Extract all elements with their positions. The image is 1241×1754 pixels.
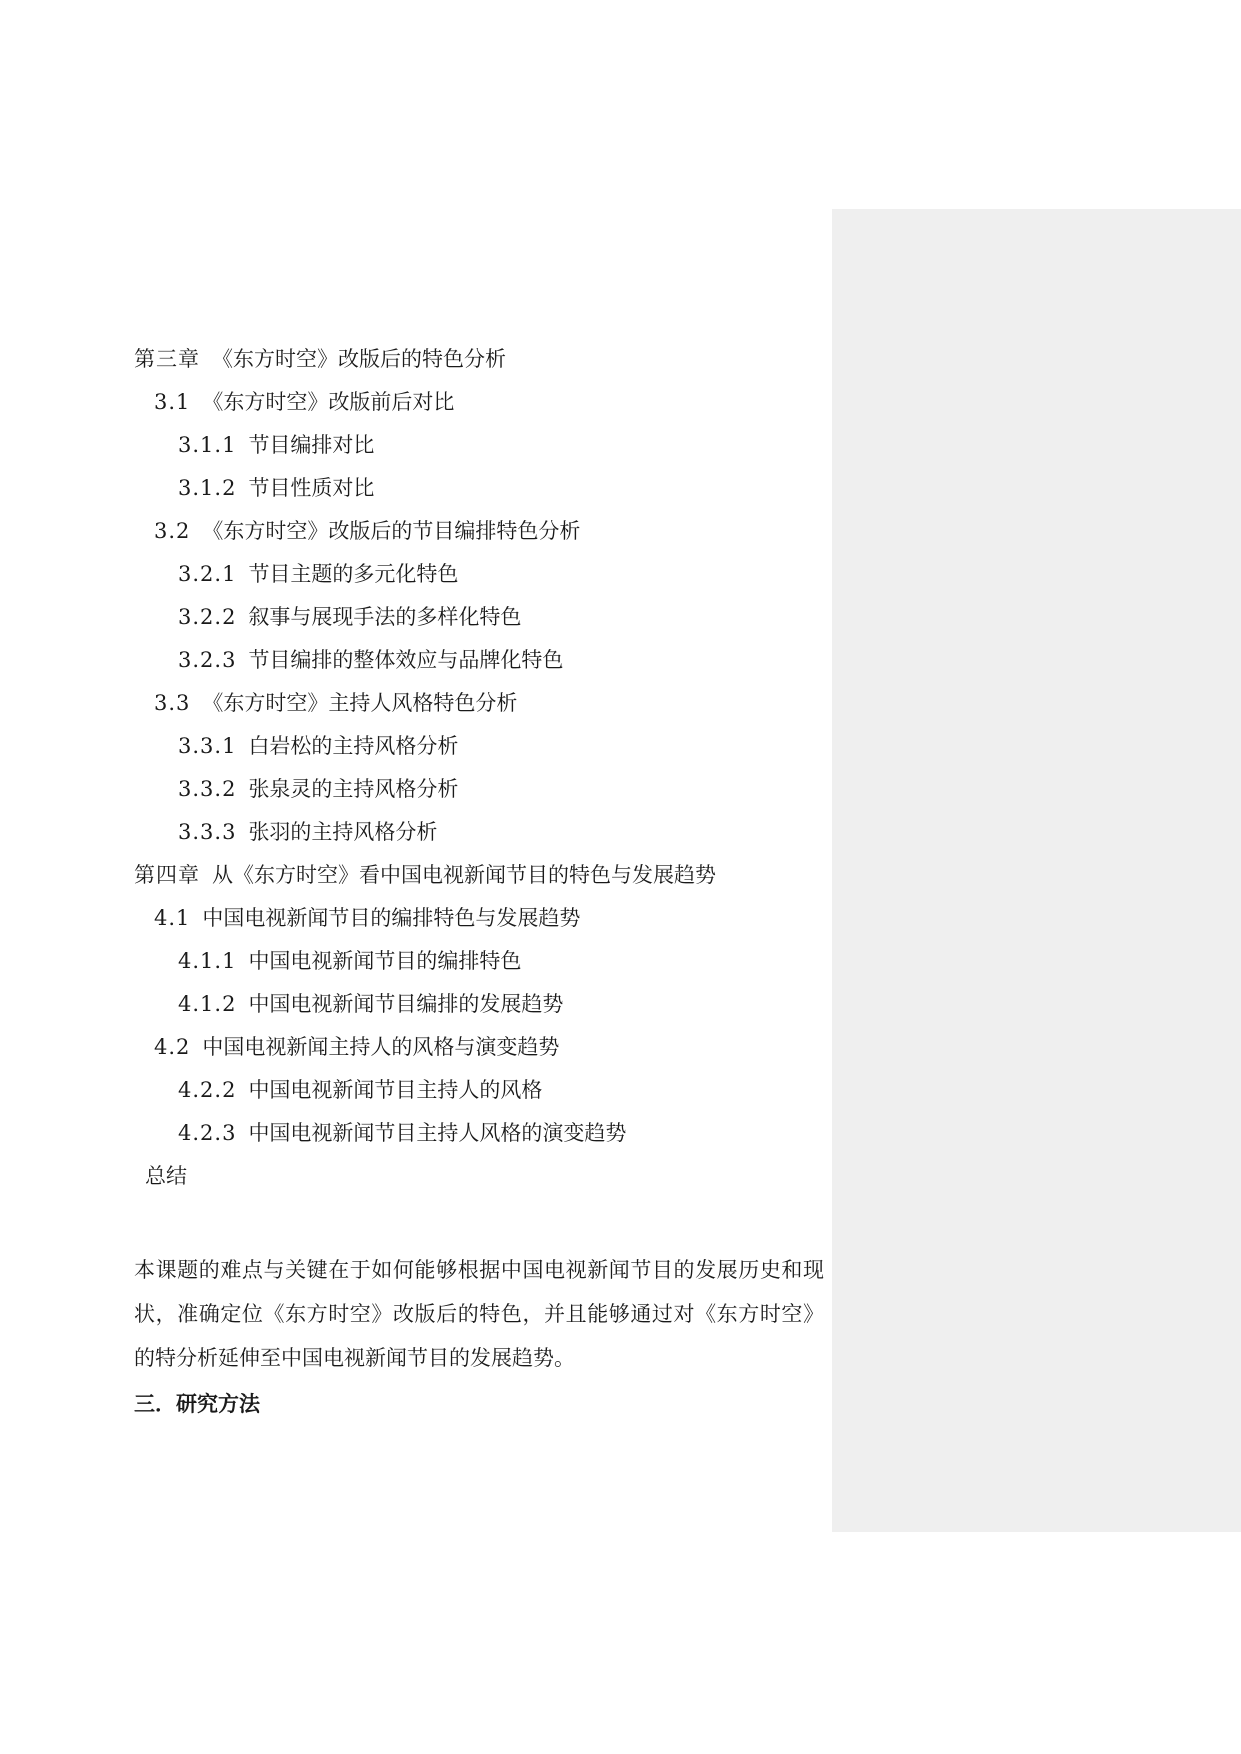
toc-entry-title: 从《东方时空》看中国电视新闻节目的特色与发展趋势 [212, 863, 716, 887]
toc-entry-number: 3.2.2 [178, 605, 237, 629]
toc-entry [134, 1112, 824, 1155]
toc-entry-number: 3.3 [154, 691, 191, 715]
toc-entry-number: 3.1 [154, 390, 191, 414]
toc-entry-number: 3.1.1 [178, 433, 237, 457]
toc-entry-number: 4.2.2 [178, 1078, 237, 1102]
toc-entry [134, 897, 824, 940]
toc-entry-title: 《东方时空》改版后的节目编排特色分析 [202, 519, 581, 543]
toc-entry [134, 639, 824, 682]
toc-entry [134, 338, 824, 381]
toc-entry [134, 510, 824, 553]
toc-entry [134, 1026, 824, 1069]
toc-entry [134, 854, 824, 897]
body-paragraph: 本课题的难点与关键在于如何能够根据中国电视新闻节目的发展历史和现状，准确定位《东方时空》改版后的特色，并且能够通过对《东方时空》的特分析延伸至中国电视新闻节目的发展趋势。 [134, 1258, 824, 1370]
toc-entry [134, 1069, 824, 1112]
toc-entry-title: 中国电视新闻节目主持人的风格 [248, 1078, 543, 1102]
toc-entry [134, 381, 824, 424]
toc-entry-number: 3.2 [154, 519, 191, 543]
toc-entry-number: 第四章 [134, 863, 200, 887]
toc-entry [134, 682, 824, 725]
toc-entry-title: 中国电视新闻节目编排的发展趋势 [248, 992, 564, 1016]
toc-entry-number: 3.3.3 [178, 820, 237, 844]
toc-entry-title: 叙事与展现手法的多样化特色 [248, 605, 522, 629]
toc-entry-title: 中国电视新闻节目的编排特色与发展趋势 [202, 906, 581, 930]
document-body [134, 338, 824, 1424]
toc-entry-title: 张羽的主持风格分析 [248, 820, 438, 844]
toc-entry-title: 中国电视新闻节目主持人风格的演变趋势 [248, 1121, 627, 1145]
toc-entry-title: 《东方时空》主持人风格特色分析 [202, 691, 518, 715]
toc-entry [134, 811, 824, 854]
toc-entry [134, 424, 824, 467]
toc-entry-title: 张泉灵的主持风格分析 [248, 777, 459, 801]
toc-entry-number: 3.3.1 [178, 734, 237, 758]
toc-entry [134, 725, 824, 768]
toc-entry-number: 4.2.3 [178, 1121, 237, 1145]
toc-entry [134, 553, 824, 596]
toc-entry-title: 节目编排的整体效应与品牌化特色 [248, 648, 564, 672]
toc-entry-number: 4.1 [154, 906, 191, 930]
toc-entry-title: 节目编排对比 [248, 433, 375, 457]
toc-entry-title: 中国电视新闻节目的编排特色 [248, 949, 522, 973]
toc-entry-number: 3.2.1 [178, 562, 237, 586]
toc-entry-number: 3.1.2 [178, 476, 237, 500]
toc-entry-title: 《东方时空》改版后的特色分析 [212, 347, 506, 371]
toc-entry [134, 983, 824, 1026]
toc-entry-number: 第三章 [134, 347, 200, 371]
toc-entry [134, 596, 824, 639]
toc-entry [134, 940, 824, 983]
toc-entry-number: 4.1.1 [178, 949, 237, 973]
blank-line [134, 1198, 824, 1248]
toc-entry-number: 3.3.2 [178, 777, 237, 801]
section-heading: 三．研究方法 [134, 1392, 260, 1416]
toc-entry-title: 《东方时空》改版前后对比 [202, 390, 455, 414]
toc-entry-number: 4.2 [154, 1035, 191, 1059]
toc-entry-title: 白岩松的主持风格分析 [248, 734, 459, 758]
toc-entry [134, 467, 824, 510]
comment-margin-pane [832, 209, 1241, 1532]
toc-entry-title: 中国电视新闻主持人的风格与演变趋势 [202, 1035, 560, 1059]
toc-summary-line: 总结 [145, 1164, 187, 1188]
toc-entry-title: 节目性质对比 [248, 476, 375, 500]
toc-entry-number: 4.1.2 [178, 992, 237, 1016]
toc-entry-title: 节目主题的多元化特色 [248, 562, 459, 586]
table-of-contents [134, 338, 824, 1155]
toc-entry [134, 768, 824, 811]
toc-entry-number: 3.2.3 [178, 648, 237, 672]
